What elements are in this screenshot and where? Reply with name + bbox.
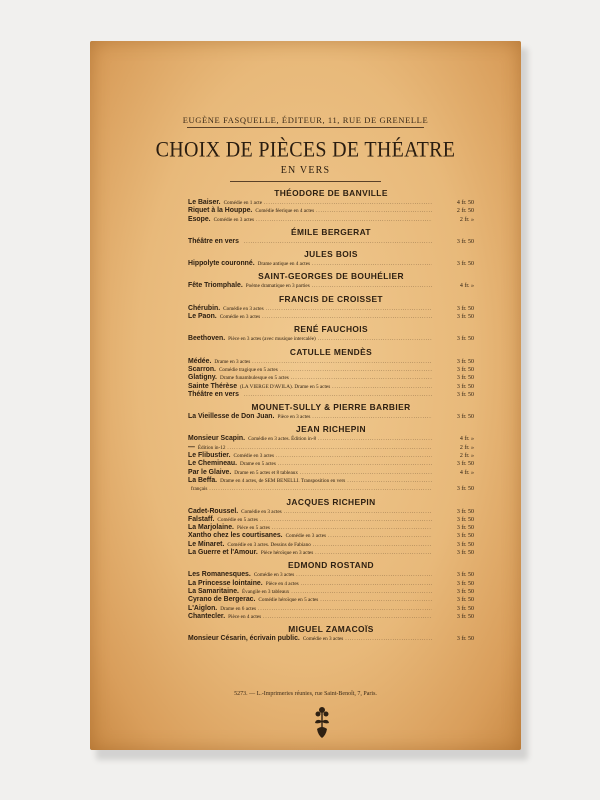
catalog-entry [188, 391, 474, 399]
entry-description: Comédie féerique en 4 actes [255, 208, 315, 215]
entry-title: Le Baiser. [188, 199, 221, 206]
entry-description: Drame en 3 actes [214, 358, 251, 365]
entry-title: Par le Glaive. [188, 468, 232, 476]
entry-description: Comédie tragique en 5 actes [218, 366, 278, 373]
catalog-entry [188, 366, 474, 374]
dot-leader [266, 306, 432, 314]
author-heading: FRANCIS DE CROISSET [279, 293, 383, 304]
catalog-entry [188, 571, 474, 579]
author-heading: ÉMILE BERGERAT [291, 226, 371, 237]
divider [187, 127, 424, 128]
author-heading: MOUNET-SULLY & PIERRE BARBIER [251, 402, 411, 413]
entry-title: Chantecler. [188, 612, 226, 620]
entry-description: Évangile en 3 tableaux [241, 588, 290, 595]
entry-title: Beethoven. [188, 335, 226, 343]
entry-price: 3 fr. 50 [456, 375, 474, 382]
dot-leader [318, 336, 432, 344]
catalog-entry [188, 635, 474, 643]
author-heading: JULES BOIS [304, 249, 358, 260]
catalog-entry [188, 305, 474, 313]
entry-price: 3 fr. 50 [456, 314, 474, 321]
entry-description: Drame en 6 actes [220, 605, 257, 612]
entry-price: 2 fr. » [459, 444, 474, 451]
entry-title: Le Flibustier. [188, 452, 231, 460]
entry-description: (LA VIERGE D'AVILA). Drame en 5 actes [240, 383, 331, 390]
catalog-entry [188, 282, 474, 290]
entry-description: Comédie en 3 actes [302, 636, 344, 643]
entry-title: Le Paon. [188, 313, 217, 321]
author-heading: THÉODORE DE BANVILLE [274, 188, 388, 198]
catalog-entry [188, 524, 474, 532]
entry-price: 3 fr. 50 [456, 597, 474, 604]
dot-leader [316, 208, 432, 216]
entry-title: La Guerre et l'Amour. [188, 549, 258, 557]
entry-description: Comédie en 3 actes [219, 314, 261, 321]
entry-description: Comédie en 3 actes [223, 305, 264, 312]
entry-description: Drame en 5 actes et 8 tableaux [234, 469, 298, 476]
entry-description: Pièce en 3 actes (avec musique intercalée) [228, 336, 316, 343]
entry-price: 3 fr. 50 [456, 461, 474, 468]
entry-title: Chérubin. [188, 304, 221, 312]
entry-price: 2 fr. » [459, 216, 474, 223]
dot-leader [312, 261, 432, 269]
dot-leader [244, 392, 432, 400]
entry-price: 3 fr. 50 [456, 516, 474, 523]
catalog-entry [188, 516, 474, 524]
entry-title: Riquet à la Houppe. [188, 207, 253, 215]
dot-leader [328, 533, 432, 541]
dot-leader [318, 436, 432, 444]
dot-leader [280, 367, 432, 375]
divider [230, 181, 381, 182]
catalog-list [188, 185, 474, 643]
catalog-entry [188, 541, 474, 549]
dot-leader [284, 509, 432, 517]
entry-title: Scarron. [188, 365, 216, 373]
catalog-entry [188, 532, 474, 540]
entry-description: Édition in-12 [197, 444, 226, 451]
entry-price: 3 fr. 50 [456, 636, 474, 643]
entry-price: 3 fr. 50 [456, 261, 474, 268]
dot-leader [312, 283, 432, 291]
entry-description: français [191, 486, 208, 493]
catalog-title: CHOIX DE PIÈCES DE THÉATRE [155, 137, 456, 163]
entry-price: 3 fr. 50 [456, 525, 474, 532]
entry-title: Monsieur Césarin, écrivain public. [188, 635, 300, 643]
author-heading: JEAN RICHEPIN [296, 424, 366, 435]
catalog-entry [188, 207, 474, 215]
dot-leader [320, 597, 432, 605]
catalog-entry [188, 469, 474, 477]
entry-price: 3 fr. 50 [456, 580, 474, 587]
entry-description: Comédie en 3 actes [241, 508, 282, 515]
entry-price: 2 fr. » [459, 453, 474, 460]
dot-leader [313, 542, 432, 550]
entry-title: Cyrano de Bergerac. [188, 596, 256, 604]
entry-description: Pièce en 3 actes [277, 414, 311, 421]
catalog-entry [188, 435, 474, 443]
entry-title: Sainte Thérèse [188, 382, 238, 390]
entry-price: 3 fr. 50 [456, 238, 474, 245]
catalog-entry [188, 216, 474, 224]
catalog-entry [188, 605, 474, 613]
entry-description: Comédie en 3 actes [213, 216, 255, 223]
entry-price: 3 fr. 50 [456, 305, 474, 312]
catalog-entry [188, 508, 474, 516]
entry-title: Xantho chez les courtisanes. [188, 532, 283, 540]
catalog-entry [188, 477, 474, 485]
author-heading: CATULLE MENDÈS [289, 346, 373, 357]
entry-description: Comédie en 3 actes [285, 533, 327, 540]
entry-description: Drame en 5 actes [240, 461, 276, 468]
catalog-subtitle: EN VERS [280, 165, 331, 176]
entry-price: 3 fr. 50 [456, 533, 474, 540]
entry-title: Monsieur Scapin. [188, 435, 246, 443]
author-heading: SAINT-GEORGES DE BOUHÉLIER [258, 271, 404, 282]
catalog-entry [188, 596, 474, 604]
entry-description: Drame en 4 actes, de SEM BENELLI. Transposition en vers [220, 477, 346, 484]
entry-title: Esope. [188, 215, 211, 223]
dot-leader [296, 572, 432, 580]
catalog-entry [188, 580, 474, 588]
entry-price: 3 fr. 50 [456, 358, 474, 365]
entry-price: 3 fr. 50 [456, 336, 474, 343]
entry-price: 3 fr. 50 [456, 383, 474, 390]
printer-imprint: 5273. — L.-Imprimeries réunies, rue Saint-Benoît, 7, Paris. [234, 691, 377, 697]
catalog-entry [188, 588, 474, 596]
entry-description: Comédie en 3 actes. Édition in-8 [248, 436, 317, 443]
entry-title: La Marjolaine. [188, 524, 234, 532]
entry-description: Pièce en 4 actes [228, 613, 262, 620]
entry-title: Médée. [188, 357, 212, 365]
entry-title: Cadet-Roussel. [188, 507, 239, 515]
dot-leader [312, 414, 432, 422]
entry-description: Poème dramatique en 3 parties [245, 283, 310, 290]
dot-leader [252, 359, 432, 367]
dot-leader [278, 461, 432, 469]
catalog-entry [188, 260, 474, 268]
publisher-line: EUGÈNE FASQUELLE, ÉDITEUR, 11, RUE DE GRENELLE [182, 115, 429, 125]
entry-description: Pièce en 5 actes [236, 525, 270, 532]
dot-leader [209, 486, 432, 494]
dot-leader [258, 606, 432, 614]
catalog-entry [188, 313, 474, 321]
entry-description: Pièce héroïque en 3 actes [260, 550, 314, 557]
entry-title: Le Chemineau. [188, 460, 238, 468]
catalog-entry [188, 374, 474, 382]
entry-title: Glatigny. [188, 374, 217, 382]
book-back-cover [90, 41, 521, 750]
floral-ornament-icon [313, 705, 331, 739]
dot-leader [262, 314, 432, 322]
entry-title: La Samaritaine. [188, 587, 239, 595]
entry-title: Fête Triomphale. [188, 282, 243, 290]
entry-description: Comédie en 1 acte [223, 200, 263, 206]
author-heading: JACQUES RICHEPIN [286, 496, 376, 507]
entry-price: 3 fr. 50 [456, 366, 474, 373]
dot-leader [301, 581, 432, 589]
entry-description: Drame antique en 4 actes [257, 261, 311, 268]
entry-description: Pièce en 4 actes [265, 580, 299, 587]
entry-description: Comédie en 3 actes. Dessins de Fabiano [227, 541, 311, 548]
catalog-entry [188, 413, 474, 421]
dot-leader [256, 217, 432, 225]
entry-title: La Vieillesse de Don Juan. [188, 413, 275, 421]
entry-price: 3 fr. 50 [456, 550, 474, 557]
entry-title: Théâtre en vers [188, 390, 239, 398]
entry-price: 3 fr. 50 [456, 414, 474, 421]
catalog-entry [188, 383, 474, 391]
entry-price: 3 fr. 50 [456, 605, 474, 612]
dot-leader [347, 478, 432, 486]
entry-description: Comédie en 3 actes [233, 453, 274, 460]
catalog-entry [188, 452, 474, 460]
dot-leader [260, 517, 432, 525]
catalog-entry [188, 613, 474, 621]
entry-title: Le Minaret. [188, 540, 225, 548]
entry-price: 3 fr. 50 [456, 572, 474, 579]
catalog-entry [188, 238, 474, 246]
catalog-entry [188, 358, 474, 366]
entry-price: 3 fr. 50 [456, 588, 474, 595]
entry-description: Comédie en 3 actes [253, 572, 295, 579]
dot-leader [276, 453, 432, 461]
entry-price: 3 fr. 50 [456, 613, 474, 620]
dot-leader [263, 614, 432, 622]
entry-price: 4 fr. » [459, 436, 474, 443]
catalog-entry [188, 199, 474, 207]
entry-title: Les Romanesques. [188, 571, 251, 579]
entry-description: Comédie héroïque en 5 actes [258, 597, 319, 604]
author-heading: EDMOND ROSTAND [288, 560, 374, 571]
entry-description: Drame funambulesque en 5 actes [219, 375, 289, 382]
dot-leader [332, 384, 432, 392]
entry-price: 2 fr. 50 [456, 208, 474, 215]
dot-leader [345, 636, 432, 644]
dot-leader [244, 239, 432, 247]
entry-title: La Princesse lointaine. [188, 579, 263, 587]
entry-title: — [188, 443, 195, 451]
catalog-entry [188, 444, 474, 452]
catalog-entry [188, 549, 474, 557]
author-heading: MIGUEL ZAMACOÏS [288, 624, 374, 635]
dot-leader [315, 550, 432, 558]
catalog-entry [188, 485, 474, 493]
entry-title: Théâtre en vers [188, 237, 239, 245]
entry-title: La Beffa. [188, 476, 218, 484]
entry-title: Hippolyte couronné. [188, 260, 255, 268]
entry-price: 3 fr. 50 [456, 391, 474, 398]
entry-description: Comédie en 5 actes [217, 516, 258, 523]
entry-price: 3 fr. 50 [456, 486, 474, 493]
catalog-entry [188, 335, 474, 343]
entry-price: 3 fr. 50 [456, 541, 474, 548]
catalog-entry [188, 460, 474, 468]
entry-price: 4 fr. » [459, 469, 474, 476]
entry-price: 4 fr. » [459, 283, 474, 290]
entry-title: L'Aiglon. [188, 604, 218, 612]
author-heading: RENÉ FAUCHOIS [293, 324, 369, 335]
entry-title: Falstaff. [188, 515, 215, 523]
entry-price: 4 fr. 50 [456, 200, 474, 206]
entry-price: 3 fr. 50 [456, 508, 474, 515]
